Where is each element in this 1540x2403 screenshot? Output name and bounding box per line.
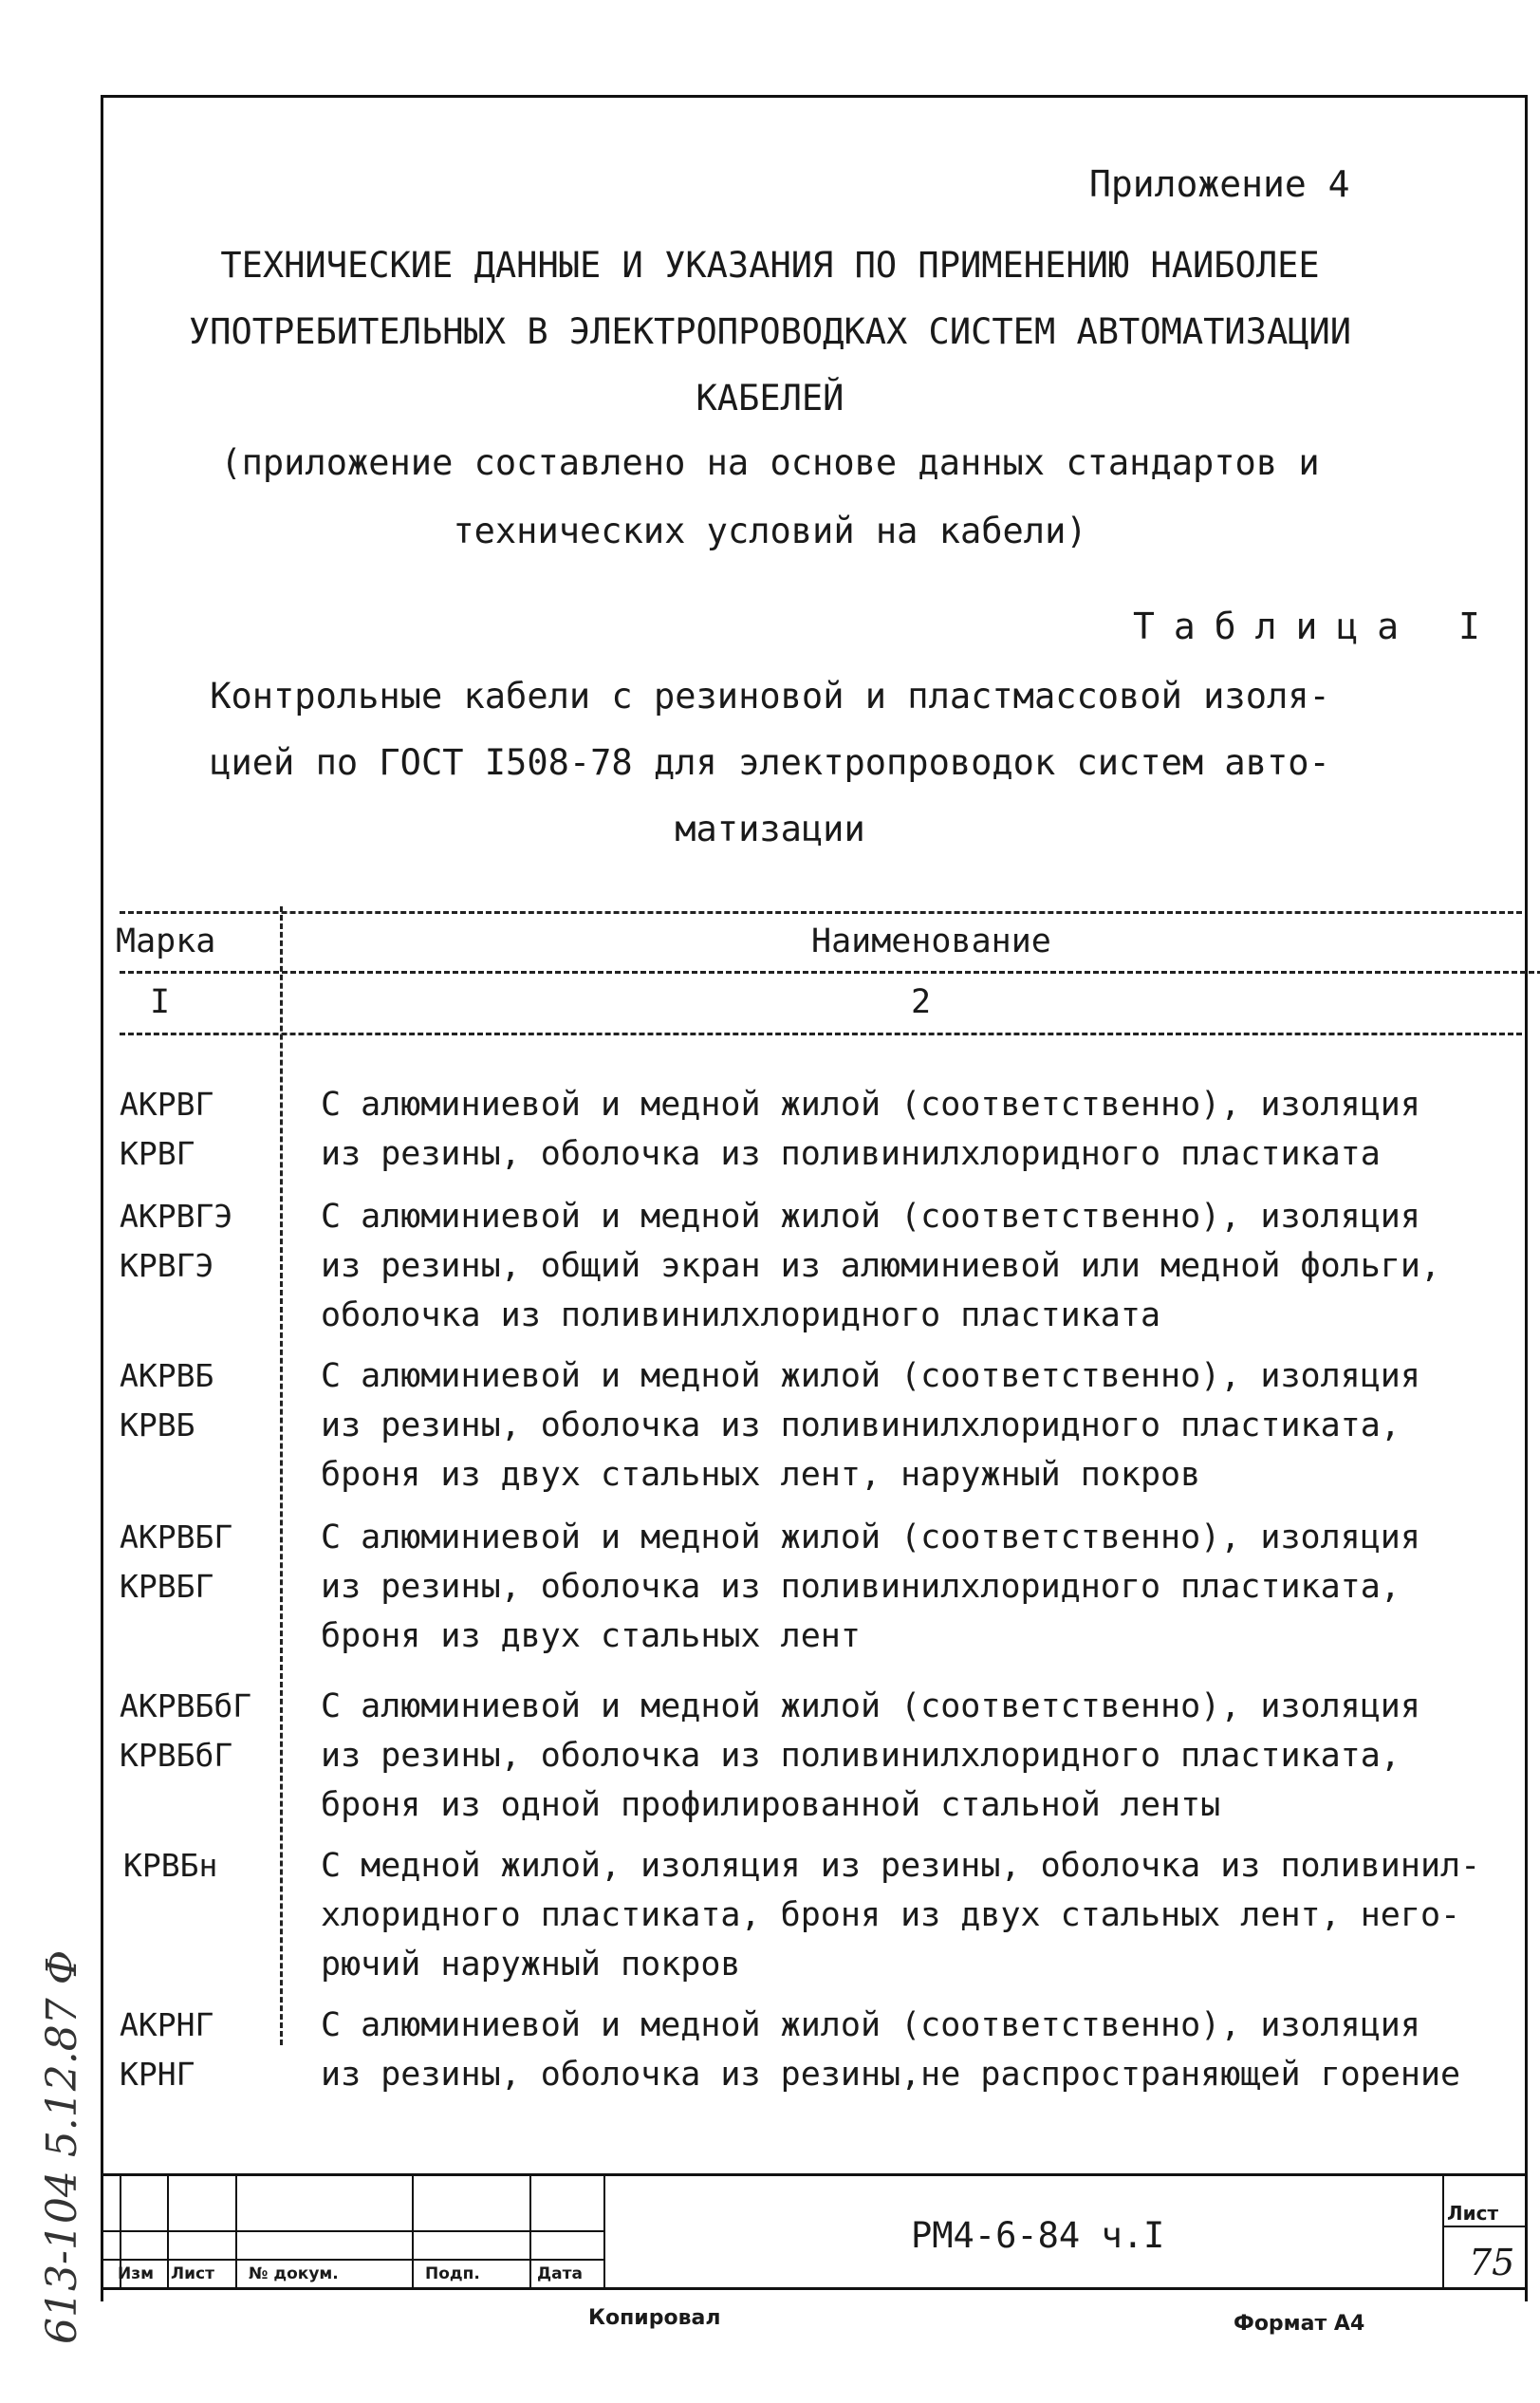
format-label: Формат А4 xyxy=(1234,2312,1365,2336)
title-line-1: ТЕХНИЧЕСКИЕ ДАННЫЕ И УКАЗАНИЯ ПО ПРИМЕНЕНИЮ НАИБОЛЕЕ xyxy=(220,245,1320,286)
stamp-col-line-3 xyxy=(235,2173,237,2287)
header-rule xyxy=(120,971,1540,974)
appendix-number: Приложение 4 xyxy=(1089,163,1350,205)
row-2-description: С алюминиевой и медной жилой (соответственно), изоляция из резины, общий экран из алюминиевой или медной фольги, оболочка из поливинилхлоридного пластиката xyxy=(321,1198,1441,1334)
row-6-description: С медной жилой, изоляция из резины, оболочка из поливинил- хлоридного пластиката, броня из двух стальных лент, него- рючий наружный покров xyxy=(321,1847,1481,1984)
title-line-3: КАБЕЛЕЙ xyxy=(696,378,844,419)
header-name: Наименование xyxy=(811,922,1051,960)
stamp-sheet-line xyxy=(1442,2226,1525,2227)
stamp-row-line-2 xyxy=(101,2259,603,2261)
row-4-mark: АКРВБГ КРВБГ xyxy=(120,1518,233,1605)
stamp-col-line-4 xyxy=(412,2173,414,2287)
row-7-mark: АКРНГ КРНГ xyxy=(120,2006,214,2093)
stamp-row-line-1 xyxy=(101,2230,603,2232)
stamp-label-change: Изм xyxy=(118,2264,155,2283)
copied-by-label: Копировал xyxy=(588,2306,721,2330)
title-line-5: технических условий на кабели) xyxy=(453,511,1087,551)
table-top-rule xyxy=(120,911,1522,914)
row-7-description: С алюминиевой и медной жилой (соответственно), изоляция из резины, оболочка из резины,не распространяющей горение xyxy=(321,2006,1461,2094)
stamp-col-line-5 xyxy=(529,2173,531,2287)
stamp-sheet-divider xyxy=(1442,2173,1444,2287)
row-1-description: С алюминиевой и медной жилой (соответственно), изоляция из резины, оболочка из поливинилхлоридного пластиката xyxy=(321,1086,1420,1173)
row-6-mark: КРВБн xyxy=(123,1847,218,1884)
document-code: РМ4-6-84 ч.I xyxy=(911,2215,1165,2256)
row-2-mark: АКРВГЭ КРВГЭ xyxy=(120,1198,233,1284)
column-divider xyxy=(280,906,283,2045)
stamp-col-line-2 xyxy=(167,2173,169,2287)
caption-line-1: Контрольные кабели с резиновой и пластмассовой изоля- xyxy=(210,676,1330,717)
stamp-top-border xyxy=(101,2173,1525,2176)
caption-line-3: матизации xyxy=(675,809,865,849)
caption-line-2: цией по ГОСТ I508-78 для электропроводок систем авто- xyxy=(210,742,1330,783)
row-5-description: С алюминиевой и медной жилой (соответственно), изоляция из резины, оболочка из поливинилхлоридного пластиката, броня из одной профилированной стальной ленты xyxy=(321,1687,1420,1824)
sheet-label: Лист xyxy=(1447,2202,1499,2225)
row-1-mark: АКРВГ КРВГ xyxy=(120,1086,214,1172)
title-line-4: (приложение составлено на основе данных стандартов и xyxy=(220,442,1320,483)
sheet-number: 75 xyxy=(1469,2242,1515,2283)
number-rule xyxy=(120,1033,1522,1035)
table-label: Таблица I xyxy=(1133,605,1499,647)
stamp-col-line-6 xyxy=(603,2173,605,2287)
column-number-1: I xyxy=(150,983,171,1021)
row-3-description: С алюминиевой и медной жилой (соответственно), изоляция из резины, оболочка из поливинилхлоридного пластиката, броня из двух стальных лент, наружный покров xyxy=(321,1357,1420,1494)
handwritten-margin-note: 613-104 5.12.87 Ф xyxy=(38,1949,86,2344)
stamp-label-date: Дата xyxy=(537,2264,583,2283)
row-5-mark: АКРВБбГ КРВБбГ xyxy=(120,1687,252,1774)
row-4-description: С алюминиевой и медной жилой (соответственно), изоляция из резины, оболочка из поливинилхлоридного пластиката, броня из двух стальных лент xyxy=(321,1518,1420,1655)
stamp-label-sign: Подп. xyxy=(425,2264,480,2283)
title-line-2: УПОТРЕБИТЕЛЬНЫХ В ЭЛЕКТРОПРОВОДКАХ СИСТЕМ АВТОМАТИЗАЦИИ xyxy=(188,311,1352,352)
stamp-bottom-border xyxy=(101,2287,1525,2290)
stamp-label-sheet: Лист xyxy=(171,2264,214,2283)
row-3-mark: АКРВБ КРВБ xyxy=(120,1357,214,1444)
stamp-label-doc: № докум. xyxy=(249,2264,339,2283)
header-mark: Марка xyxy=(116,922,216,960)
column-number-2: 2 xyxy=(911,983,932,1021)
